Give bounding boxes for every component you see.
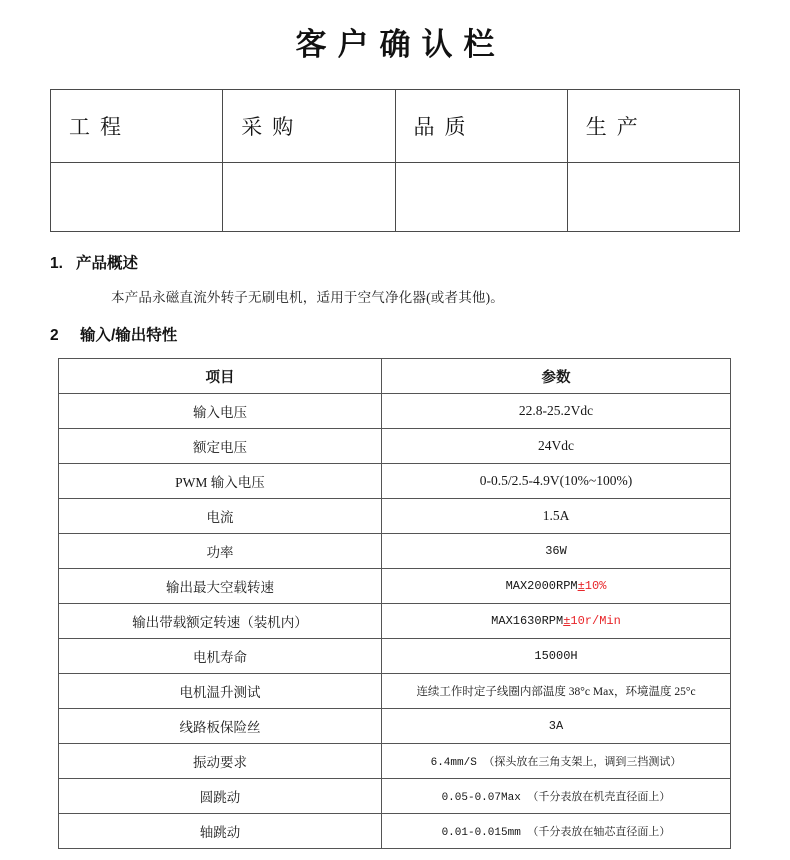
spec-item-label: 输出最大空载转速 [59, 569, 382, 604]
spec-value [382, 604, 731, 639]
section-1-title: 产品概述 [76, 255, 139, 273]
page-title: 客户确认栏 [295, 27, 506, 62]
spec-value: 15000H [382, 639, 731, 674]
spec-table [58, 358, 731, 849]
spec-value: 6.4mm/S （探头放在三角支架上，调到三挡测试） [382, 744, 731, 779]
approval-signature-cell[interactable] [51, 163, 223, 232]
spec-header-row [59, 359, 731, 394]
approval-header-row [51, 90, 740, 163]
spec-item-label: 电流 [59, 499, 382, 534]
spec-value: 3A [382, 709, 731, 744]
spec-item-label: 额定电压 [59, 429, 382, 464]
spec-item-label: 电机温升测试 [59, 674, 382, 709]
spec-value: 0.05-0.07Max （千分表放在机壳直径面上） [382, 779, 731, 814]
approval-column-label: 品质 [395, 90, 567, 163]
section-heading-2 [50, 323, 790, 345]
spec-item-label: 电机寿命 [59, 639, 382, 674]
spec-item-label: PWM 输入电压 [59, 464, 382, 499]
spec-item-label: 输出带载额定转速（装机内） [59, 604, 382, 639]
table-row [59, 429, 731, 464]
section-1-number: 1. [50, 255, 63, 273]
table-row [59, 604, 731, 639]
table-row [59, 534, 731, 569]
spec-value [382, 569, 731, 604]
section-1-paragraph: 本产品永磁直流外转子无刷电机，适用于空气净化器(或者其他)。 [111, 290, 504, 306]
table-row [59, 464, 731, 499]
spec-value: 22.8-25.2Vdc [382, 394, 731, 429]
spec-value-tolerance: ±10% [577, 579, 607, 594]
table-row [59, 744, 731, 779]
spec-value: 0.01-0.015mm （千分表放在轴芯直径面上） [382, 814, 731, 849]
spec-value-tolerance: ±10r/Min [563, 614, 621, 629]
table-row [59, 394, 731, 429]
approval-signature-cell[interactable] [395, 163, 567, 232]
table-row [59, 709, 731, 744]
spec-item-label: 振动要求 [59, 744, 382, 779]
approval-column-label: 生产 [567, 90, 739, 163]
spec-column-header: 参数 [382, 359, 731, 394]
spec-item-label: 线路板保险丝 [59, 709, 382, 744]
spec-value-base: MAX2000RPM [505, 579, 578, 594]
section-2-number: 2 [50, 327, 59, 345]
approval-column-label: 采购 [223, 90, 395, 163]
spec-value: 连续工作时定子线圈内部温度 38°c Max，环境温度 25°c [382, 674, 731, 709]
spec-value: 1.5A [382, 499, 731, 534]
table-row [59, 569, 731, 604]
table-row [59, 814, 731, 849]
spec-value: 24Vdc [382, 429, 731, 464]
table-row [59, 499, 731, 534]
spec-value: 0-0.5/2.5-4.9V(10%~100%) [382, 464, 731, 499]
spec-column-header: 项目 [59, 359, 382, 394]
spec-item-label: 功率 [59, 534, 382, 569]
table-row [59, 779, 731, 814]
spec-table-container [58, 358, 730, 849]
approval-column-label: 工程 [51, 90, 223, 163]
section-2-title: 输入/输出特性 [80, 327, 178, 345]
section-heading-1 [50, 251, 790, 273]
spec-item-label: 圆跳动 [59, 779, 382, 814]
approval-signature-cell[interactable] [223, 163, 395, 232]
table-row [59, 674, 731, 709]
approval-signature-row [51, 163, 740, 232]
spec-item-label: 轴跳动 [59, 814, 382, 849]
table-row [59, 639, 731, 674]
spec-item-label: 输入电压 [59, 394, 382, 429]
spec-value: 36W [382, 534, 731, 569]
approval-signature-cell[interactable] [567, 163, 739, 232]
approval-table [50, 89, 740, 232]
spec-value-base: MAX1630RPM [491, 614, 564, 629]
approval-table-container [50, 89, 740, 232]
